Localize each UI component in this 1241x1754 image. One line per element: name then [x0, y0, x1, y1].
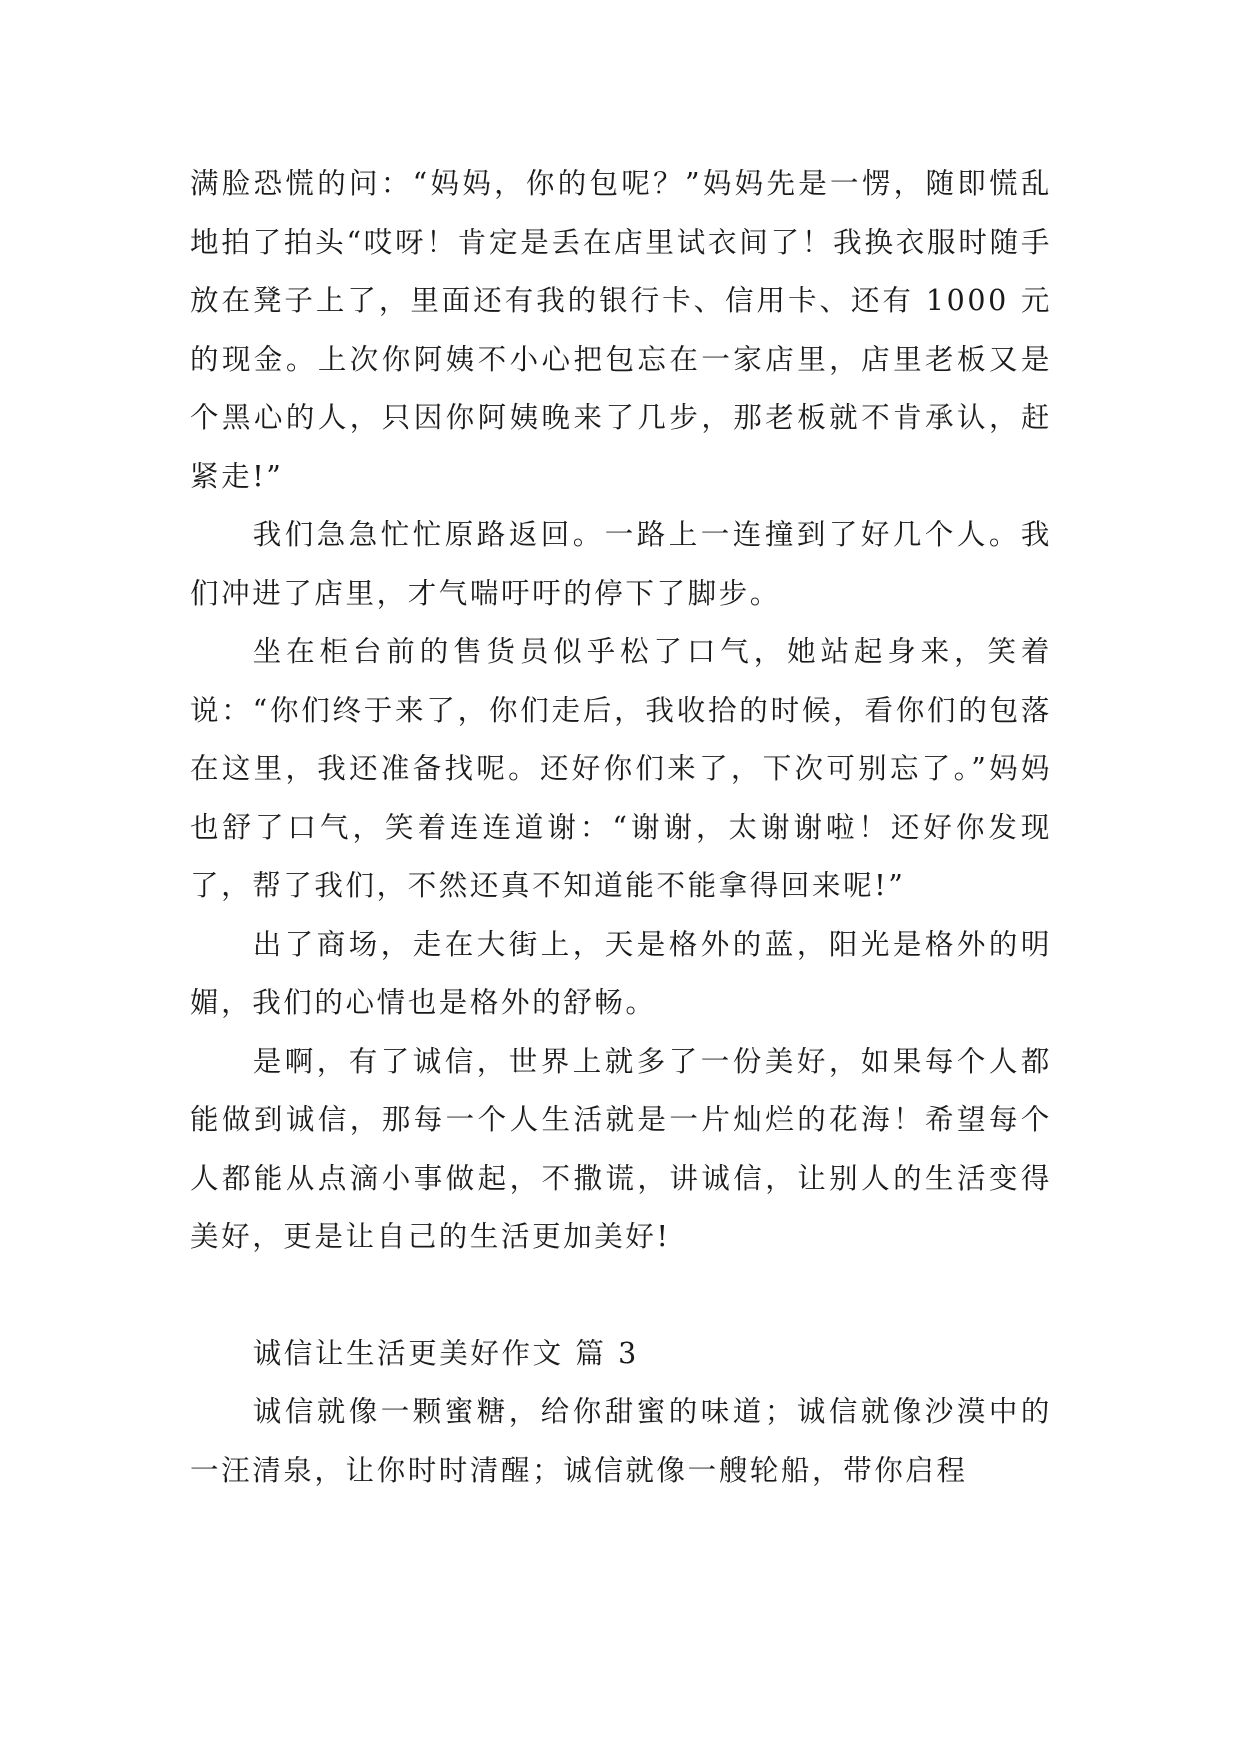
- paragraph: 诚信就像一颗蜜糖，给你甜蜜的味道；诚信就像沙漠中的一汪清泉，让你时时清醒；诚信就像一艘轮船，带你启程: [190, 1395, 1052, 1487]
- paragraph: 出了商场，走在大街上，天是格外的蓝，阳光是格外的明媚，我们的心情也是格外的舒畅。: [190, 927, 1052, 1019]
- section-heading: 诚信让生活更美好作文 篇 3: [252, 1336, 639, 1370]
- paragraph: 坐在柜台前的售货员似乎松了口气，她站起身来，笑着说：“你们终于来了，你们走后，我收拾的时候，看你们的包落在这里，我还准备找呢。还好你们来了，下次可别忘了。”妈妈也舒了口气，笑着连连道谢：“谢谢，太谢谢啦！还好你发现了，帮了我们，不然还真不知道能不能拿得回来呢!”: [190, 635, 1052, 902]
- paragraph: 我们急急忙忙原路返回。一路上一连撞到了好几个人。我们冲进了店里，才气喘吁吁的停下了脚步。: [190, 518, 1052, 610]
- paragraph: 是啊，有了诚信，世界上就多了一份美好，如果每个人都能做到诚信，那每一个人生活就是一片灿烂的花海！希望每个人都能从点滴小事做起，不撒谎，讲诚信，让别人的生活变得美好，更是让自己的生活更加美好!: [190, 1044, 1052, 1253]
- paragraph-continued: 满脸恐慌的问：“妈妈，你的包呢？”妈妈先是一愣，随即慌乱地拍了拍头“哎呀！肯定是丢在店里试衣间了！我换衣服时随手放在凳子上了，里面还有我的银行卡、信用卡、还有 1000 元的现金。上次你阿姨不小心把包忘在一家店里，店里老板又是个黑心的人，只因你阿姨晚来了几步，那老板就不肯承认，赶紧走!”: [190, 167, 1052, 493]
- document-page: [190, 155, 1052, 1500]
